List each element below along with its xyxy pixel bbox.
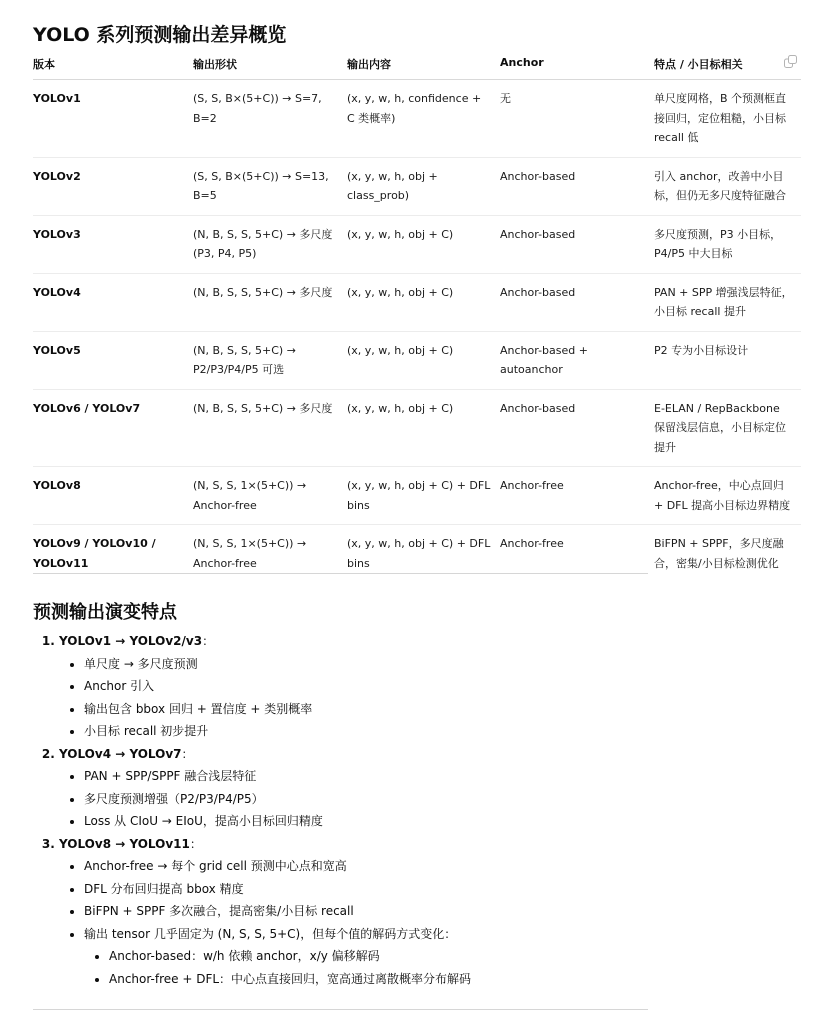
list-item-text: 输出 tensor 几乎固定为 (N, S, S, 5+C)，但每个值的解码方式变化： bbox=[84, 926, 457, 941]
cell-anchor: Anchor-based bbox=[500, 389, 654, 467]
cell-content: (x, y, w, h, obj + C) bbox=[347, 215, 500, 273]
list-item: • Anchor-free + DFL：中心点直接回归，宽高通过离散概率分布解码 bbox=[109, 968, 471, 991]
cell-notes: P2 专为小目标设计 bbox=[654, 331, 801, 389]
list-item bbox=[84, 923, 471, 991]
step-title: YOLOv8 → YOLOv11 bbox=[59, 836, 190, 851]
evolution-list bbox=[33, 630, 471, 990]
cell-version: YOLOv5 bbox=[33, 331, 193, 389]
cell-version: YOLOv6 / YOLOv7 bbox=[33, 389, 193, 467]
copy-icon[interactable] bbox=[784, 55, 797, 68]
list-item: • 单尺度 → 多尺度预测 bbox=[84, 653, 471, 676]
cell-notes: BiFPN + SPPF，多尺度融合，密集/小目标检测优化 bbox=[654, 537, 784, 570]
header-anchor: Anchor bbox=[500, 52, 654, 80]
table-row bbox=[33, 80, 801, 158]
cell-anchor: Anchor-free bbox=[500, 537, 564, 550]
cell-shape: (S, S, B×(5+C)) → S=13, B=5 bbox=[193, 157, 347, 215]
step-suffix: ： bbox=[181, 746, 194, 761]
cell-anchor: Anchor-based + autoanchor bbox=[500, 331, 654, 389]
list-item: • DFL 分布回归提高 bbox 精度 bbox=[84, 878, 471, 901]
cell-anchor: Anchor-based bbox=[500, 215, 654, 273]
step-title: YOLOv4 → YOLOv7 bbox=[59, 746, 182, 761]
cell-shape: (N, S, S, 1×(5+C)) → Anchor-free bbox=[193, 537, 307, 570]
cell-version: YOLOv1 bbox=[33, 80, 193, 158]
table-row bbox=[33, 389, 801, 467]
table-header-row bbox=[33, 52, 801, 80]
nested-sub-list bbox=[84, 945, 471, 990]
sub-list bbox=[59, 653, 471, 743]
header-notes: 特点 / 小目标相关 bbox=[654, 58, 743, 71]
table-row bbox=[33, 331, 801, 389]
sub-list bbox=[59, 765, 471, 833]
comparison-table-container bbox=[33, 52, 801, 582]
cell-notes: E-ELAN / RepBackbone 保留浅层信息，小目标定位提升 bbox=[654, 389, 801, 467]
list-item bbox=[59, 743, 471, 833]
cell-version: YOLOv8 bbox=[33, 467, 193, 525]
cell-shape: (S, S, B×(5+C)) → S=7, B=2 bbox=[193, 80, 347, 158]
list-item: • Anchor-free → 每个 grid cell 预测中心点和宽高 bbox=[84, 855, 471, 878]
divider bbox=[33, 1009, 648, 1010]
cell-notes: Anchor-free，中心点回归 + DFL 提高小目标边界精度 bbox=[654, 467, 801, 525]
list-item: • 小目标 recall 初步提升 bbox=[84, 720, 471, 743]
header-notes-cell bbox=[654, 52, 801, 80]
cell-content: (x, y, w, h, obj + C) bbox=[347, 389, 500, 467]
cell-notes: PAN + SPP 增强浅层特征，小目标 recall 提升 bbox=[654, 273, 801, 331]
header-shape: 输出形状 bbox=[193, 52, 347, 80]
header-content: 输出内容 bbox=[347, 52, 500, 80]
list-item: • Anchor 引入 bbox=[84, 675, 471, 698]
cell-anchor: 无 bbox=[500, 80, 654, 158]
table-row bbox=[33, 467, 801, 525]
list-item bbox=[59, 833, 471, 991]
step-suffix: ： bbox=[189, 836, 202, 851]
cell-version: YOLOv4 bbox=[33, 273, 193, 331]
cell-notes: 单尺度网格，B 个预测框直接回归，定位粗糙，小目标 recall 低 bbox=[654, 80, 801, 158]
cell-shape: (N, B, S, S, 5+C) → 多尺度 bbox=[193, 389, 347, 467]
list-item bbox=[59, 630, 471, 743]
cell-version: YOLOv2 bbox=[33, 157, 193, 215]
cell-shape: (N, B, S, S, 5+C) → 多尺度 (P3, P4, P5) bbox=[193, 215, 347, 273]
list-item: • 多尺度预测增强（P2/P3/P4/P5） bbox=[84, 788, 471, 811]
cell-content: (x, y, w, h, obj + class_prob) bbox=[347, 157, 500, 215]
list-item: • 输出包含 bbox 回归 + 置信度 + 类别概率 bbox=[84, 698, 471, 721]
cell-notes: 多尺度预测，P3 小目标，P4/P5 中大目标 bbox=[654, 215, 801, 273]
divider bbox=[33, 573, 648, 574]
cell-anchor: Anchor-based bbox=[500, 273, 654, 331]
cell-anchor: Anchor-free bbox=[500, 467, 654, 525]
cell-content: (x, y, w, h, obj + C) + DFL bins bbox=[347, 467, 500, 525]
list-item: • Loss 从 CIoU → EIoU，提高小目标回归精度 bbox=[84, 810, 471, 833]
cell-shape: (N, B, S, S, 5+C) → P2/P3/P4/P5 可选 bbox=[193, 331, 347, 389]
step-suffix: ： bbox=[202, 634, 215, 648]
section-heading: 预测输出演变特点 bbox=[33, 602, 177, 623]
comparison-table bbox=[33, 52, 801, 582]
list-item: • Anchor-based：w/h 依赖 anchor，x/y 偏移解码 bbox=[109, 945, 471, 968]
header-version: 版本 bbox=[33, 52, 193, 80]
cell-version: YOLOv9 / YOLOv10 / YOLOv11 bbox=[33, 537, 156, 570]
list-item: • PAN + SPP/SPPF 融合浅层特征 bbox=[84, 765, 471, 788]
list-item: • BiFPN + SPPF 多次融合，提高密集/小目标 recall bbox=[84, 900, 471, 923]
cell-content: (x, y, w, h, obj + C) + DFL bins bbox=[347, 537, 491, 570]
table-row bbox=[33, 273, 801, 331]
table-row bbox=[33, 215, 801, 273]
table-row bbox=[33, 157, 801, 215]
cell-anchor: Anchor-based bbox=[500, 157, 654, 215]
cell-shape: (N, S, S, 1×(5+C)) → Anchor-free bbox=[193, 467, 347, 525]
step-title: YOLOv1 → YOLOv2/v3 bbox=[59, 634, 203, 648]
sub-list bbox=[59, 855, 471, 990]
cell-notes: 引入 anchor，改善中小目标，但仍无多尺度特征融合 bbox=[654, 157, 801, 215]
cell-version: YOLOv3 bbox=[33, 215, 193, 273]
page-title: YOLO 系列预测输出差异概览 bbox=[33, 24, 287, 46]
cell-content: (x, y, w, h, confidence + C 类概率) bbox=[347, 80, 500, 158]
cell-content: (x, y, w, h, obj + C) bbox=[347, 331, 500, 389]
cell-shape: (N, B, S, S, 5+C) → 多尺度 bbox=[193, 273, 347, 331]
cell-content: (x, y, w, h, obj + C) bbox=[347, 273, 500, 331]
